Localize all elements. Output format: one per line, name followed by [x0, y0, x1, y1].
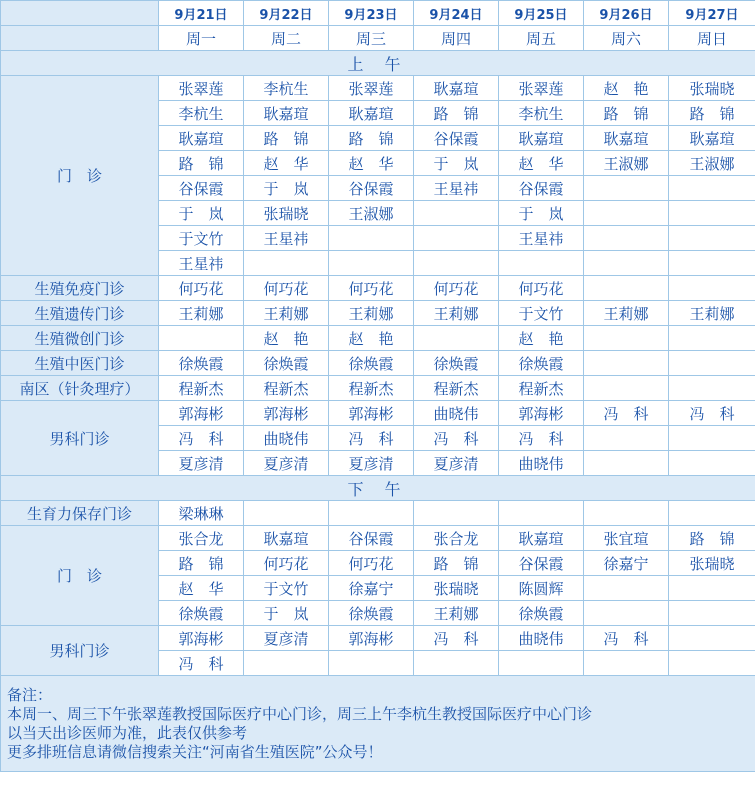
doctor-cell: 赵 艳: [499, 326, 584, 351]
doctor-cell: 徐嘉宁: [584, 551, 669, 576]
weekday-cell: 周五: [499, 26, 584, 51]
doctor-cell: 程新杰: [329, 376, 414, 401]
doctor-cell: 王淑娜: [329, 201, 414, 226]
doctor-cell: 赵 华: [244, 151, 329, 176]
schedule-row: [1, 276, 755, 301]
doctor-cell: 郭海彬: [329, 626, 414, 651]
doctor-cell: 李杭生: [244, 76, 329, 101]
department-label: 生殖遗传门诊: [1, 301, 159, 326]
doctor-cell: [584, 651, 669, 676]
schedule-row: [1, 351, 755, 376]
doctor-cell: [244, 251, 329, 276]
doctor-cell: 程新杰: [414, 376, 499, 401]
doctor-cell: 夏彦清: [414, 451, 499, 476]
schedule-body: [1, 1, 755, 772]
doctor-cell: 徐焕霞: [499, 351, 584, 376]
doctor-cell: 张瑞晓: [244, 201, 329, 226]
doctor-cell: [499, 501, 584, 526]
department-label: 南区（针灸理疗）: [1, 376, 159, 401]
doctor-cell: 耿嘉瑄: [584, 126, 669, 151]
corner-cell: [1, 1, 159, 26]
date-cell: 9月27日: [669, 1, 755, 26]
doctor-cell: 耿嘉瑄: [499, 126, 584, 151]
doctor-cell: [669, 426, 755, 451]
doctor-cell: 曲晓伟: [244, 426, 329, 451]
schedule-row: [1, 401, 755, 426]
doctor-cell: [669, 376, 755, 401]
doctor-cell: 张合龙: [159, 526, 244, 551]
doctor-cell: 程新杰: [244, 376, 329, 401]
doctor-cell: 王莉娜: [329, 301, 414, 326]
doctor-cell: 何巧花: [244, 276, 329, 301]
doctor-cell: 耿嘉瑄: [244, 526, 329, 551]
doctor-cell: 赵 艳: [584, 76, 669, 101]
doctor-cell: 梁琳琳: [159, 501, 244, 526]
corner-cell: [1, 26, 159, 51]
morning-section-label: 上 午: [1, 51, 755, 76]
doctor-cell: [329, 651, 414, 676]
doctor-cell: 张翠莲: [499, 76, 584, 101]
doctor-cell: 何巧花: [159, 276, 244, 301]
doctor-cell: 王星祎: [414, 176, 499, 201]
doctor-cell: 谷保霞: [329, 176, 414, 201]
doctor-cell: [244, 501, 329, 526]
doctor-cell: 耿嘉瑄: [414, 76, 499, 101]
doctor-cell: 耿嘉瑄: [244, 101, 329, 126]
doctor-cell: 冯 科: [669, 401, 755, 426]
weekday-cell: 周二: [244, 26, 329, 51]
doctor-cell: [669, 201, 755, 226]
doctor-cell: [584, 176, 669, 201]
doctor-cell: 徐焕霞: [159, 351, 244, 376]
doctor-cell: [584, 501, 669, 526]
doctor-cell: 谷保霞: [329, 526, 414, 551]
doctor-cell: 于文竹: [159, 226, 244, 251]
schedule-row: [1, 76, 755, 101]
doctor-cell: 路 锦: [669, 101, 755, 126]
notes-block: [1, 676, 755, 772]
doctor-cell: 李杭生: [499, 101, 584, 126]
doctor-cell: [669, 501, 755, 526]
doctor-cell: [584, 576, 669, 601]
doctor-cell: 张瑞晓: [669, 76, 755, 101]
doctor-cell: [329, 501, 414, 526]
weekday-cell: 周三: [329, 26, 414, 51]
doctor-cell: [669, 576, 755, 601]
doctor-cell: 徐焕霞: [414, 351, 499, 376]
department-label: 生殖免疫门诊: [1, 276, 159, 301]
schedule-row: [1, 526, 755, 551]
date-cell: 9月23日: [329, 1, 414, 26]
doctor-cell: 夏彦清: [159, 451, 244, 476]
doctor-cell: 王莉娜: [414, 301, 499, 326]
department-label: 男科门诊: [1, 626, 159, 676]
doctor-cell: 赵 华: [329, 151, 414, 176]
weekday-cell: 周四: [414, 26, 499, 51]
doctor-cell: 郭海彬: [159, 626, 244, 651]
doctor-cell: 曲晓伟: [499, 451, 584, 476]
doctor-cell: [669, 276, 755, 301]
doctor-cell: [669, 351, 755, 376]
doctor-cell: 冯 科: [584, 626, 669, 651]
doctor-cell: 张翠莲: [329, 76, 414, 101]
doctor-cell: 何巧花: [244, 551, 329, 576]
doctor-cell: 张瑞晓: [414, 576, 499, 601]
weekday-cell: 周一: [159, 26, 244, 51]
doctor-cell: 耿嘉瑄: [159, 126, 244, 151]
schedule-row: [1, 376, 755, 401]
doctor-cell: 程新杰: [159, 376, 244, 401]
doctor-cell: 于文竹: [244, 576, 329, 601]
doctor-cell: [669, 626, 755, 651]
doctor-cell: 徐焕霞: [159, 601, 244, 626]
doctor-cell: [584, 251, 669, 276]
doctor-cell: 郭海彬: [329, 401, 414, 426]
date-cell: 9月22日: [244, 1, 329, 26]
date-cell: 9月25日: [499, 1, 584, 26]
doctor-cell: 耿嘉瑄: [329, 101, 414, 126]
doctor-cell: 王淑娜: [584, 151, 669, 176]
doctor-cell: 冯 科: [414, 426, 499, 451]
doctor-cell: [669, 251, 755, 276]
doctor-cell: [669, 451, 755, 476]
doctor-cell: 赵 艳: [329, 326, 414, 351]
doctor-cell: 谷保霞: [414, 126, 499, 151]
doctor-cell: [669, 651, 755, 676]
department-label: 生育力保存门诊: [1, 501, 159, 526]
doctor-cell: [244, 651, 329, 676]
doctor-cell: 王淑娜: [669, 151, 755, 176]
doctor-cell: 张合龙: [414, 526, 499, 551]
doctor-cell: [414, 651, 499, 676]
schedule-row: [1, 501, 755, 526]
doctor-cell: 郭海彬: [244, 401, 329, 426]
doctor-cell: [584, 376, 669, 401]
doctor-cell: 王莉娜: [159, 301, 244, 326]
doctor-cell: 冯 科: [329, 426, 414, 451]
doctor-cell: [669, 601, 755, 626]
doctor-cell: 路 锦: [159, 151, 244, 176]
doctor-cell: 郭海彬: [499, 401, 584, 426]
department-label: 男科门诊: [1, 401, 159, 476]
doctor-cell: [414, 226, 499, 251]
doctor-cell: 徐焕霞: [329, 601, 414, 626]
doctor-cell: 赵 艳: [244, 326, 329, 351]
doctor-cell: [329, 251, 414, 276]
doctor-cell: 王莉娜: [669, 301, 755, 326]
department-label: 生殖微创门诊: [1, 326, 159, 351]
doctor-cell: 张瑞晓: [669, 551, 755, 576]
doctor-cell: [499, 651, 584, 676]
doctor-cell: 王星祎: [499, 226, 584, 251]
doctor-cell: 冯 科: [159, 426, 244, 451]
doctor-cell: 耿嘉瑄: [669, 126, 755, 151]
doctor-cell: 冯 科: [414, 626, 499, 651]
note-line: 本周一、周三下午张翠莲教授国际医疗中心门诊，周三上午李杭生教授国际医疗中心门诊: [7, 705, 593, 723]
doctor-cell: 夏彦清: [329, 451, 414, 476]
doctor-cell: 张翠莲: [159, 76, 244, 101]
doctor-cell: [584, 201, 669, 226]
doctor-cell: 于文竹: [499, 301, 584, 326]
doctor-cell: 郭海彬: [159, 401, 244, 426]
doctor-cell: 路 锦: [414, 101, 499, 126]
doctor-cell: [584, 351, 669, 376]
doctor-cell: 徐焕霞: [499, 601, 584, 626]
date-row: [1, 1, 755, 26]
doctor-cell: 于 岚: [244, 601, 329, 626]
doctor-cell: 张宜瑄: [584, 526, 669, 551]
doctor-cell: 于 岚: [414, 151, 499, 176]
doctor-cell: [414, 251, 499, 276]
doctor-cell: 王莉娜: [244, 301, 329, 326]
doctor-cell: [414, 501, 499, 526]
note-line: 备注：: [7, 686, 53, 704]
doctor-cell: 谷保霞: [159, 176, 244, 201]
afternoon-section-label: 下 午: [1, 476, 755, 501]
weekday-cell: 周日: [669, 26, 755, 51]
doctor-cell: 李杭生: [159, 101, 244, 126]
doctor-cell: 路 锦: [584, 101, 669, 126]
department-label: 生殖中医门诊: [1, 351, 159, 376]
doctor-cell: 何巧花: [329, 276, 414, 301]
doctor-cell: [669, 326, 755, 351]
doctor-cell: 徐嘉宁: [329, 576, 414, 601]
doctor-cell: [414, 201, 499, 226]
doctor-cell: 王莉娜: [584, 301, 669, 326]
doctor-cell: 耿嘉瑄: [499, 526, 584, 551]
doctor-cell: 何巧花: [414, 276, 499, 301]
doctor-cell: 徐焕霞: [244, 351, 329, 376]
doctor-cell: 夏彦清: [244, 626, 329, 651]
date-cell: 9月21日: [159, 1, 244, 26]
department-label: 门 诊: [1, 76, 159, 276]
doctor-cell: [584, 451, 669, 476]
doctor-cell: 于 岚: [244, 176, 329, 201]
doctor-cell: 冯 科: [584, 401, 669, 426]
note-line: 以当天出诊医师为准，此表仅供参考: [7, 724, 248, 742]
doctor-cell: [329, 226, 414, 251]
am-section-row: [1, 51, 755, 76]
doctor-cell: [499, 251, 584, 276]
doctor-cell: 冯 科: [499, 426, 584, 451]
schedule-row: [1, 626, 755, 651]
doctor-cell: 谷保霞: [499, 176, 584, 201]
date-cell: 9月24日: [414, 1, 499, 26]
doctor-cell: 于 岚: [159, 201, 244, 226]
doctor-cell: [584, 426, 669, 451]
doctor-cell: 谷保霞: [499, 551, 584, 576]
doctor-cell: 曲晓伟: [414, 401, 499, 426]
pm-section-row: [1, 476, 755, 501]
doctor-cell: 何巧花: [499, 276, 584, 301]
schedule-row: [1, 326, 755, 351]
doctor-cell: [584, 276, 669, 301]
doctor-cell: 夏彦清: [244, 451, 329, 476]
doctor-cell: [669, 176, 755, 201]
doctor-cell: [669, 226, 755, 251]
doctor-cell: 路 锦: [669, 526, 755, 551]
doctor-cell: 王星祎: [159, 251, 244, 276]
doctor-cell: 赵 华: [499, 151, 584, 176]
doctor-cell: 徐焕霞: [329, 351, 414, 376]
doctor-cell: [159, 326, 244, 351]
doctor-cell: [584, 326, 669, 351]
note-line: 更多排班信息请微信搜索关注“河南省生殖医院”公众号！: [7, 743, 383, 761]
doctor-cell: 程新杰: [499, 376, 584, 401]
doctor-cell: 何巧花: [329, 551, 414, 576]
weekday-row: [1, 26, 755, 51]
doctor-cell: 王星祎: [244, 226, 329, 251]
department-label: 门 诊: [1, 526, 159, 626]
doctor-cell: 路 锦: [414, 551, 499, 576]
doctor-cell: 赵 华: [159, 576, 244, 601]
doctor-cell: 路 锦: [159, 551, 244, 576]
doctor-cell: 王莉娜: [414, 601, 499, 626]
doctor-cell: 陈圆辉: [499, 576, 584, 601]
doctor-cell: [584, 226, 669, 251]
doctor-cell: [414, 326, 499, 351]
doctor-cell: [584, 601, 669, 626]
weekday-cell: 周六: [584, 26, 669, 51]
doctor-cell: 冯 科: [159, 651, 244, 676]
notes-row: [1, 676, 755, 772]
doctor-cell: 路 锦: [329, 126, 414, 151]
doctor-cell: 于 岚: [499, 201, 584, 226]
date-cell: 9月26日: [584, 1, 669, 26]
schedule-row: [1, 301, 755, 326]
doctor-cell: 路 锦: [244, 126, 329, 151]
doctor-cell: 曲晓伟: [499, 626, 584, 651]
